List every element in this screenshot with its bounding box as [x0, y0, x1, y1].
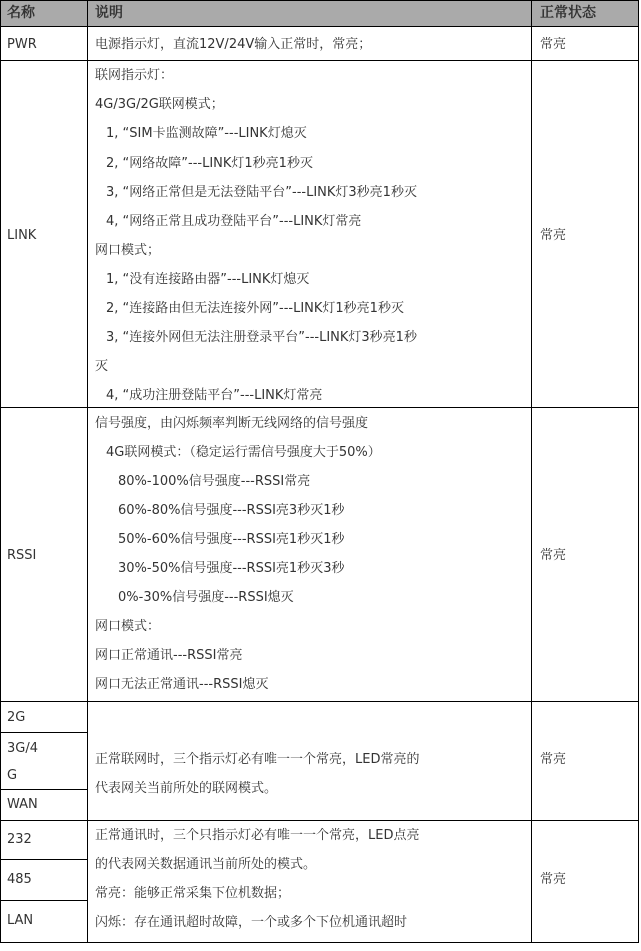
port-desc-line: 常亮：能够正常采集下位机数据；: [95, 886, 291, 901]
pwr-desc: 电源指示灯，直流12V/24V输入正常时，常亮；: [95, 37, 372, 52]
port-desc-line: 闪烁：存在通讯超时故障，一个或多个下位机通讯超时: [95, 915, 408, 930]
grid-line: [0, 859, 87, 860]
port-name: LAN: [7, 913, 34, 928]
rssi-desc-line: 80%-100%信号强度---RSSI常亮: [118, 474, 311, 489]
port-desc-line: 的代表网关数据通讯当前所处的模式。: [95, 857, 317, 872]
link-status: 常亮: [540, 228, 567, 243]
pwr-name: PWR: [7, 37, 37, 52]
grid-line: [0, 60, 639, 61]
rssi-desc-line: 网口无法正常通讯---RSSI熄灭: [95, 677, 269, 692]
link-desc-line: 联网指示灯：: [95, 68, 174, 83]
rssi-desc-line: 4G联网模式：（稳定运行需信号强度大于50%）: [106, 445, 381, 460]
net-name: 3G/4: [7, 741, 38, 756]
port-name: 232: [7, 832, 32, 847]
rssi-desc-line: 50%-60%信号强度---RSSI亮1秒灭1秒: [118, 532, 345, 547]
grid-line: [0, 789, 87, 790]
grid-line: [0, 701, 639, 702]
link-desc-line: 1, “SIM卡监测故障”---LINK灯熄灭: [106, 126, 307, 141]
net-name: WAN: [7, 797, 38, 812]
net-name: G: [7, 768, 18, 783]
link-desc-line: 3, “网络正常但是无法登陆平台”---LINK灯3秒亮1秒灭: [106, 185, 417, 200]
link-desc-line: 4, “成功注册登陆平台”---LINK灯常亮: [106, 388, 323, 403]
header-status: 正常状态: [540, 5, 596, 21]
grid-line: [0, 0, 1, 943]
rssi-desc-line: 30%-50%信号强度---RSSI亮1秒灭3秒: [118, 561, 345, 576]
grid-line: [638, 0, 639, 943]
rssi-desc-line: 60%-80%信号强度---RSSI亮3秒灭1秒: [118, 503, 345, 518]
rssi-desc-line: 信号强度，由闪烁频率判断无线网络的信号强度: [95, 416, 369, 431]
net-desc-line: 代表网关当前所处的联网模式。: [95, 781, 278, 796]
header-desc: 说明: [95, 5, 123, 21]
grid-line: [0, 732, 87, 733]
link-desc-line: 灭: [95, 359, 109, 374]
link-desc-line: 2, “连接路由但无法连接外网”---LINK灯1秒亮1秒灭: [106, 301, 404, 316]
grid-line: [0, 26, 639, 27]
rssi-desc-line: 0%-30%信号强度---RSSI熄灭: [118, 590, 294, 605]
grid-line: [0, 900, 87, 901]
grid-line: [0, 0, 639, 1]
rssi-name: RSSI: [7, 548, 37, 563]
grid-line: [0, 407, 639, 408]
link-desc-line: 4, “网络正常且成功登陆平台”---LINK灯常亮: [106, 214, 362, 229]
grid-line: [0, 820, 639, 821]
rssi-desc-line: 网口模式：: [95, 619, 161, 634]
link-desc-line: 1, “没有连接路由器”---LINK灯熄灭: [106, 272, 310, 287]
link-desc-line: 网口模式；: [95, 243, 161, 258]
grid-line: [87, 0, 88, 943]
net-status: 常亮: [540, 752, 567, 767]
net-desc-line: 正常联网时，三个指示灯必有唯一一个常亮，LED常亮的: [95, 752, 420, 767]
link-desc-line: 3, “连接外网但无法注册登录平台”---LINK灯3秒亮1秒: [106, 330, 417, 345]
link-desc-line: 4G/3G/2G联网模式；: [95, 97, 224, 112]
grid-line: [0, 942, 639, 943]
pwr-status: 常亮: [540, 37, 567, 52]
rssi-desc-line: 网口正常通讯---RSSI常亮: [95, 648, 243, 663]
grid-line: [531, 0, 532, 943]
port-desc-line: 正常通讯时，三个只指示灯必有唯一一个常亮，LED点亮: [95, 828, 420, 843]
port-name: 485: [7, 872, 32, 887]
header-name: 名称: [7, 5, 35, 21]
rssi-status: 常亮: [540, 548, 567, 563]
link-desc-line: 2, “网络故障”---LINK灯1秒亮1秒灭: [106, 156, 313, 171]
net-name: 2G: [7, 710, 26, 725]
port-status: 常亮: [540, 872, 567, 887]
link-name: LINK: [7, 228, 37, 243]
